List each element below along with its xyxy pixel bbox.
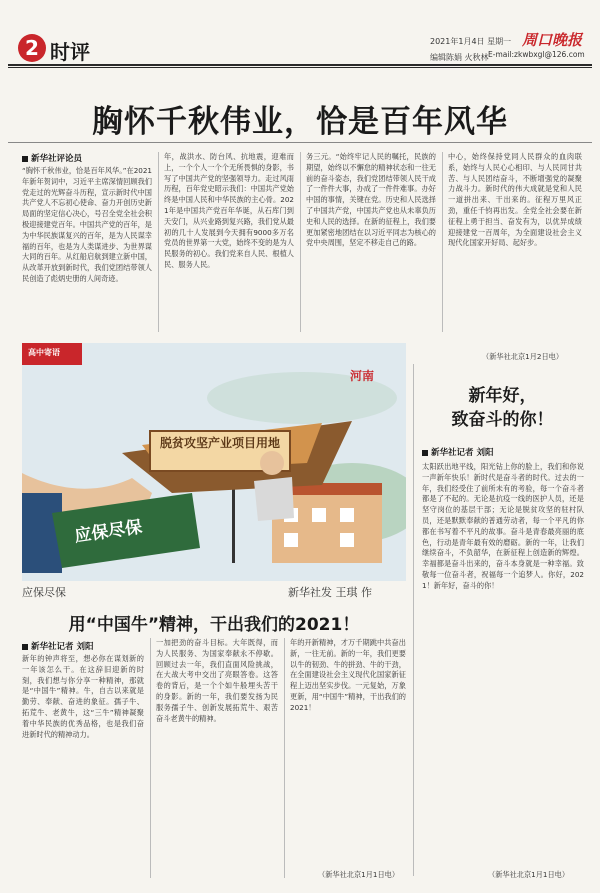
section-title: 时评 <box>50 40 90 64</box>
cartoon-sign: 脱贫攻坚产业项目用地 <box>160 436 281 450</box>
main-article-col3: 务三元。“始终牢记人民的嘱托，民族的期望，始终以不懈怠的精神状态和一往无前的奋斗姿态，我们党团结带领人民干成了一件件大事，办成了一件件难事。办好中国的事情，关键在党。历史和人民选择了中国共产党，中国共产党也从未辜负历史和人民的选择。在新的征程上，我们要更加紧密地团结在以习近平同志为核心的党中央周围，坚定不移走自己的路。 <box>306 152 436 248</box>
bottom-article-col3: 年的开新精神，才万千期跳中共奋出新，一往无前。新的一年，我们更要以牛的韧劲、牛的拼劲、牛的干劲，在全面建设社会主义现代化国家新征程上迈出坚实步伐。一元复始，万象更新，用“中国牛”精神，干出我们的2021！ <box>290 638 406 712</box>
byline-marker-icon <box>422 450 428 456</box>
column-divider <box>150 638 151 878</box>
column-divider <box>413 364 414 876</box>
newspaper-logo: 周口晚报 <box>522 31 583 49</box>
header-rule-thin <box>8 67 592 68</box>
main-byline-text: 新华社评论员 <box>31 154 83 164</box>
page-number-badge: 2 <box>18 34 46 62</box>
side-headline-line2: 致奋斗的你！ <box>451 410 554 430</box>
column-divider <box>158 152 159 332</box>
main-article-col4: 中心，始终保持党同人民群众的血肉联系，始终与人民心心相印、与人民同甘共苦、与人民团结奋斗，不断增强党的凝聚力战斗力。新时代的伟大成就是党和人民一道拼出来、干出来的。征程万里风正劲，重任千钧再出发。全党全社会要在新征程上勇于担当、奋发有为，以优异成绩迎接建党一百周年，为全面建设社会主义现代化国家开好局、起好步。 <box>448 152 582 248</box>
cartoon-banner: 应保尽保 <box>73 517 144 547</box>
byline-marker-icon <box>22 156 28 162</box>
column-divider <box>300 152 301 332</box>
bottom-byline-text: 新华社记者 刘阳 <box>31 642 94 652</box>
bottom-byline <box>22 640 93 652</box>
editors: 编辑陈娟 火秋林 <box>430 53 489 62</box>
header-rule <box>8 64 592 66</box>
cartoon-province-label: 河南 <box>350 369 375 383</box>
side-byline <box>422 446 493 458</box>
main-article-col2: 年，战洪水、防台风、抗地震，迎难而上，一个个人一个个无所畏惧的身影，书写了中国共产党的坚强领导力。走过风雨历程，百年党史昭示我们：中国共产党始终是中国人民和中华民族的主心骨。2021年是中国共产党百年华诞，从石库门到天安门，从兴业路到复兴路，我们党从最初的几十人发展到今天拥有9000多万名党员的世界第一大党，始终不变的是为人民服务的初心。我们党来自人民、根植人民、服务人民。 <box>164 152 294 269</box>
cartoon-caption-title: 应保尽保 <box>22 586 66 599</box>
main-byline <box>22 152 82 164</box>
side-headline <box>420 384 585 432</box>
contact-email: E-mail:zkwbxgl@126.com <box>488 50 585 59</box>
column-divider <box>442 152 443 332</box>
byline-marker-icon <box>22 644 28 650</box>
headline-rule <box>8 142 592 143</box>
bottom-article-col2: 一加把劲的奋斗目标。大年既得，而为人民服务、为国家奉献永不停歇。回顾过去一年，我们直面风险挑战，在大战大考中交出了亮眼答卷。这答卷的背后，是一个个如牛般埋头苦干的身影。新的一年，我们要发扬为民服务孺子牛、创新发展拓荒牛、艰苦奋斗老黄牛的精神。 <box>156 638 278 723</box>
main-headline: 胸怀千秋伟业，恰是百年风华 <box>92 104 508 140</box>
bottom-article-col1: 新年的钟声将至，想必你在谋划新的一年该怎么干。在这辞旧迎新的时刻，我们想与你分享一种精神，那就是“中国牛”精神。牛，自古以来就是勤劳、奉献、奋进的象征。孺子牛、拓荒牛、老黄牛，这“三牛”精神凝聚着中华民族的优秀品格，也是我们奋进新时代的精神动力。 <box>22 654 144 739</box>
side-article-body: 太阳跃出地平线，阳光钻上你的脸上，我们和你说一声新年快乐！新时代是奋斗者的时代。过去的一年，我们经受住了前所未有的考验，每一个奋斗者都是了不起的。无论是抗疫一线的医护人员，还是坚守岗位的基层干部；无论是脱贫攻坚的驻村队员，还是默默奉献的普通劳动者，每一个平凡的你都在书写着不平凡的故事。奋斗是青春最亮丽的底色，行动是青年最有效的磨砺。新的一年，让我们继续奋斗，不负韶华，在新征程上创造新的辉煌。幸福都是奋斗出来的，奋斗本身就是一种幸福。致敬每一位奋斗者，祝福每一个追梦人。你好，2021！新年好，奋斗的你！ <box>422 462 584 590</box>
cartoon-credit: 新华社发 王琪 作 <box>288 586 372 599</box>
cartoon-tag: 高中寄语 <box>28 348 60 357</box>
side-headline-line1: 新年好， <box>468 386 537 406</box>
side-article-endnote: （新华社北京1月1日电） <box>488 870 570 879</box>
column-divider <box>284 638 285 878</box>
main-article-endnote: （新华社北京1月2日电） <box>482 352 564 361</box>
main-article-col1: “胸怀千秋伟业，恰是百年风华。”在2021年新年贺词中，习近平主席深情回顾我们党走过的光辉奋斗历程，宣示新时代中国共产党人不忘初心使命、奋力开创历史新局面的坚定信心决心，号召全党全社会积极迎接建党百年。中国共产党的百年，是为中华民族谋复兴的百年，是为人民谋幸福的百年，也是为人类谋进步、为世界谋大同的百年。从红船启航到建立新中国，从改革开放到新时代，我们党团结带领人民创造了彪炳史册的人间奇迹。 <box>22 166 152 283</box>
bottom-headline: 用“中国牛”精神，干出我们的2021！ <box>68 615 360 635</box>
issue-date: 2021年1月4日 星期一 <box>430 37 512 46</box>
bottom-article-endnote: （新华社北京1月1日电） <box>318 870 400 879</box>
side-byline-text: 新华社记者 刘阳 <box>431 448 494 458</box>
editorial-cartoon <box>22 343 406 581</box>
